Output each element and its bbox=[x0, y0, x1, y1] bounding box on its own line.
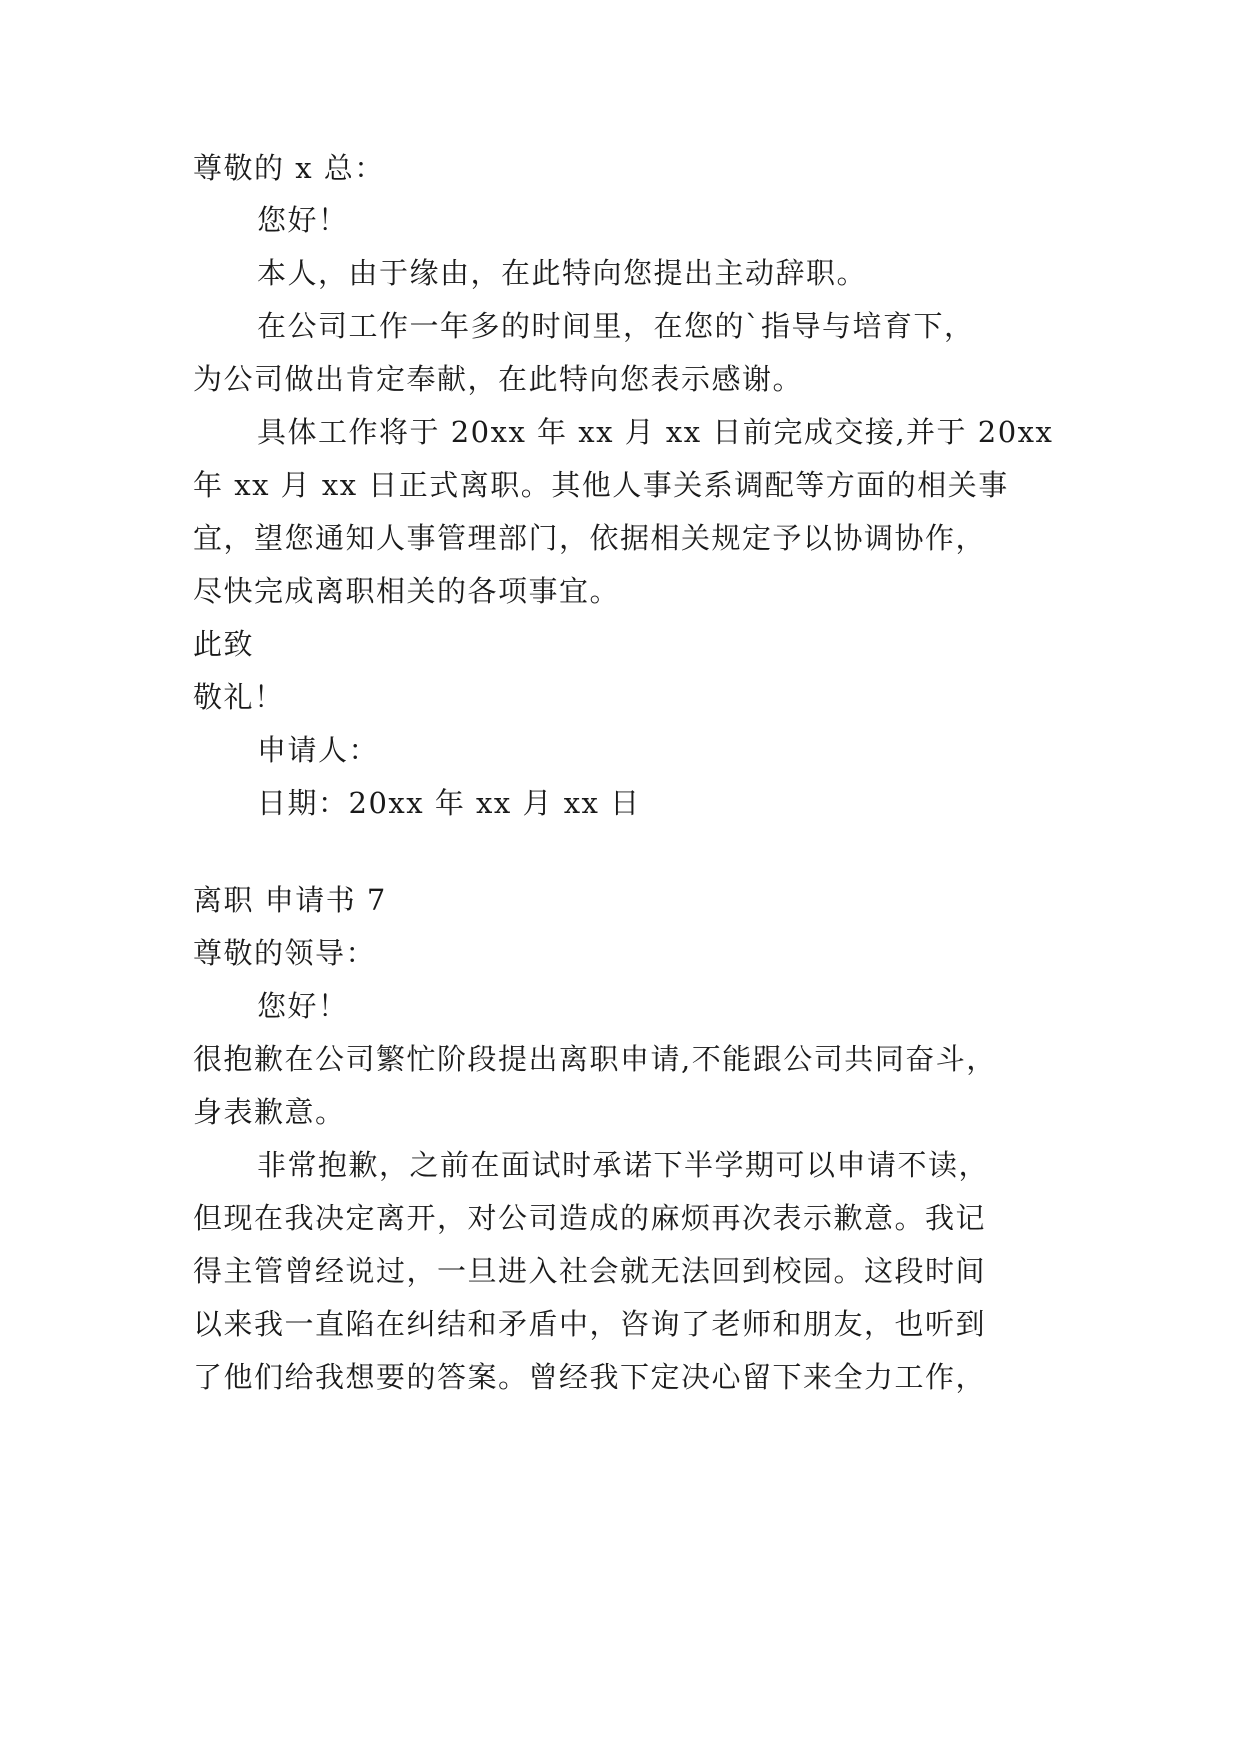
letter1-paragraph-line: 年 xx 月 xx 日正式离职。其他人事关系调配等方面的相关事 bbox=[193, 468, 1009, 502]
letter2-paragraph-line: 以来我一直陷在纠结和矛盾中，咨询了老师和朋友，也听到 bbox=[193, 1307, 987, 1341]
letter1-applicant: 申请人： bbox=[257, 733, 380, 767]
letter1-paragraph-line: 尽快完成离职相关的各项事宜。 bbox=[193, 574, 621, 608]
letter2-greeting: 您好！ bbox=[257, 989, 349, 1023]
letter2-paragraph-line: 身表歉意。 bbox=[193, 1095, 346, 1129]
letter1-paragraph-line: 在公司工作一年多的时间里，在您的`指导与培育下， bbox=[257, 309, 975, 343]
letter1-regards: 敬礼！ bbox=[193, 680, 285, 714]
letter1-paragraph-line: 本人，由于缘由，在此特向您提出主动辞职。 bbox=[257, 256, 868, 290]
letter2-salutation: 尊敬的领导： bbox=[193, 936, 377, 970]
letter1-salutation: 尊敬的 x 总： bbox=[193, 151, 385, 185]
letter2-title: 离职 申请书 7 bbox=[193, 883, 387, 917]
letter2-paragraph-line: 非常抱歉，之前在面试时承诺下半学期可以申请不读， bbox=[257, 1148, 990, 1182]
letter1-closing: 此致 bbox=[193, 627, 255, 661]
letter2-paragraph-line: 了他们给我想要的答案。曾经我下定决心留下来全力工作， bbox=[193, 1360, 987, 1394]
letter2-paragraph-line: 很抱歉在公司繁忙阶段提出离职申请,不能跟公司共同奋斗， bbox=[193, 1042, 997, 1076]
letter1-paragraph-line: 为公司做出肯定奉献，在此特向您表示感谢。 bbox=[193, 362, 804, 396]
letter1-paragraph-line: 宜，望您通知人事管理部门，依据相关规定予以协调协作， bbox=[193, 521, 987, 555]
letter2-paragraph-line: 得主管曾经说过，一旦进入社会就无法回到校园。这段时间 bbox=[193, 1254, 987, 1288]
letter1-greeting: 您好！ bbox=[257, 203, 349, 237]
letter1-paragraph-line: 具体工作将于 20xx 年 xx 月 xx 日前完成交接,并于 20xx bbox=[257, 415, 1054, 449]
letter2-paragraph-line: 但现在我决定离开，对公司造成的麻烦再次表示歉意。我记 bbox=[193, 1201, 987, 1235]
letter1-date: 日期：20xx 年 xx 月 xx 日 bbox=[257, 786, 641, 820]
